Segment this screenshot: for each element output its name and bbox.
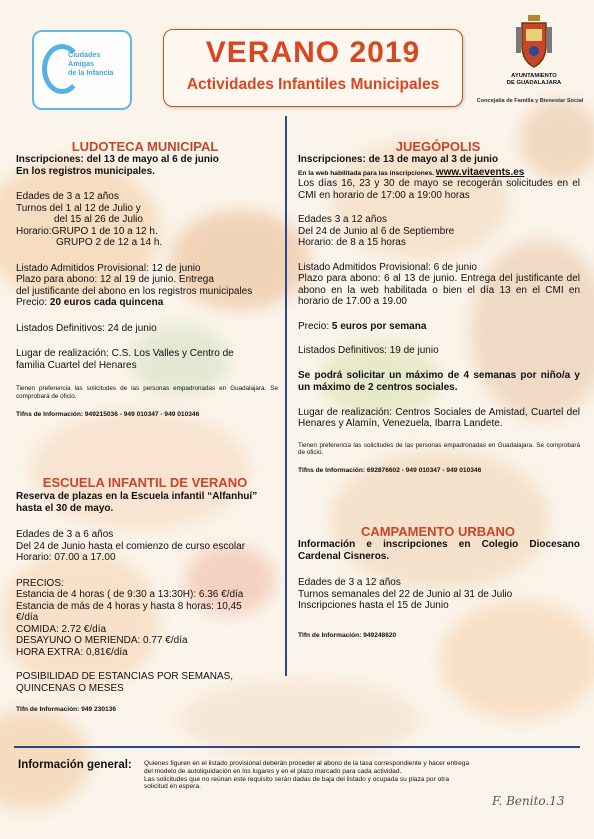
juegopolis-definitivos: Listados Definitivos: 19 de junio bbox=[298, 345, 439, 356]
campamento-edades: Edades de 3 a 12 años bbox=[298, 577, 401, 588]
general-info-text bbox=[144, 760, 584, 791]
ludoteca-precio-label: Precio: bbox=[16, 297, 50, 308]
juegopolis-inscripciones: Inscripciones: de 13 de mayo al 3 de junio bbox=[298, 154, 499, 165]
escuela-posibilidad: POSIBILIDAD DE ESTANCIAS POR SEMANAS, bbox=[16, 671, 234, 682]
logo-text-line: Amigas bbox=[68, 59, 94, 68]
juegopolis-edades: Edades 3 a 12 años bbox=[298, 214, 387, 225]
ludoteca-lugar: Lugar de realización: C.S. Los Valles y Centro de bbox=[16, 348, 234, 359]
logo-text-line: Ciudades bbox=[68, 50, 101, 59]
ludoteca-section bbox=[16, 154, 278, 419]
juegopolis-preferencia: Tienen preferencia las solicitudes de las personas empadronadas en Guadalajara. Se comprobará de oficio. bbox=[298, 441, 580, 457]
ludoteca-edades: Edades de 3 a 12 años bbox=[16, 191, 119, 202]
juegopolis-listado: Listado Admitidos Provisional: 6 de junio bbox=[298, 261, 477, 273]
escuela-reserva-2: hasta el 30 de mayo. bbox=[16, 503, 114, 514]
ludoteca-plazo: Plazo para abono: 12 al 19 de junio. Entrega bbox=[16, 274, 214, 285]
ludoteca-plazo-2: del justificante del abono en los registros municipales bbox=[16, 285, 253, 297]
juegopolis-periodo: Del 24 de Junio al 6 de Septiembre bbox=[298, 225, 455, 237]
logo-text-line: de la Infancia bbox=[68, 68, 114, 77]
juegopolis-plazo: Plazo para abono: 6 al 13 de junio. Entrega del justificante del abono en la web habilitada o bien el día 13 en el CMI en horario de 17.00 a 19.00 bbox=[298, 273, 580, 307]
general-info-line: solicitud en espera. bbox=[144, 783, 201, 791]
campamento-section bbox=[298, 539, 580, 640]
juegopolis-web-line bbox=[298, 166, 580, 178]
ludoteca-definitivos: Listados Definitivos: 24 de junio bbox=[16, 322, 157, 334]
escuela-title: ESCUELA INFANTIL DE VERANO bbox=[42, 475, 248, 490]
escuela-desayuno: DESAYUNO O MERIENDA: 0.77 €/día bbox=[16, 635, 188, 646]
concejalia-label: Concejalía de Familia y Bienestar Social bbox=[476, 98, 584, 104]
general-info-line: Quienes figuren en el listado provisional deberán proceder al abono de la tasa correspondiente y hacer entrega bbox=[144, 760, 470, 767]
ciudades-amigas-logo bbox=[32, 30, 132, 110]
juegopolis-lugar: Lugar de realización: Centros Sociales de Amistad, Cuartel del Henares y Alamín, Venezuela, Ibarra Landete. bbox=[298, 406, 580, 429]
juegopolis-maximo: Se podrá solicitar un máximo de 4 semanas por niño/a y un máximo de 2 centros sociales. bbox=[298, 369, 580, 393]
ludoteca-listado: Listado Admitidos Provisional: 12 de junio bbox=[16, 262, 201, 274]
column-divider bbox=[285, 116, 287, 676]
page-subtitle: Actividades Infantiles Municipales bbox=[186, 76, 440, 93]
juegopolis-section bbox=[298, 154, 580, 475]
escuela-edades: Edades de 3 a 6 años bbox=[16, 529, 114, 540]
campamento-telefono: Tlfn de Información: 949248620 bbox=[298, 631, 397, 639]
ludoteca-turnos-2: del 15 al 26 de Julio bbox=[54, 214, 143, 225]
juegopolis-precio-line bbox=[298, 321, 580, 333]
juegopolis-dias: Los días 16, 23 y 30 de mayo se recogerán solicitudes en el CMI en horario de 17:00 a 19:00 horas bbox=[298, 178, 580, 201]
ludoteca-precio-line bbox=[16, 297, 278, 309]
logo-text bbox=[68, 50, 114, 77]
ludoteca-preferencia: Tienen preferencia las solicitudes de las personas empadronadas en Guadalajara. Se comprobará de oficio. bbox=[16, 385, 278, 400]
juegopolis-precio-label: Precio: bbox=[298, 320, 332, 332]
escuela-posibilidad-2: QUINCENAS O MESES bbox=[16, 682, 124, 694]
title-box bbox=[163, 29, 463, 107]
escuela-comida: COMIDA: 2.72 €/día bbox=[16, 623, 107, 635]
ludoteca-inscripciones: Inscripciones: del 13 de mayo al 6 de junio bbox=[16, 154, 219, 165]
ludoteca-title: LUDOTECA MUNICIPAL bbox=[71, 139, 219, 154]
escuela-section bbox=[16, 491, 278, 714]
escuela-precios-label: PRECIOS: bbox=[16, 577, 64, 589]
footer-divider bbox=[14, 746, 580, 748]
escuela-telefono: Tlfn de Información: 949 230136 bbox=[16, 706, 117, 713]
artist-signature: F. Benito.13 bbox=[492, 794, 565, 808]
guadalajara-crest-icon bbox=[514, 15, 554, 69]
juegopolis-precio: 5 euros por semana bbox=[331, 320, 427, 332]
general-info-line: del modelo de autoliquidación en los lugares y en el plazo marcado para cada actividad. bbox=[144, 767, 402, 775]
juegopolis-telefonos: Tlfns de Información: 692876602 - 949 010347 - 949 010346 bbox=[298, 466, 482, 474]
ayuntamiento-label bbox=[506, 73, 562, 87]
ludoteca-lugar-2: familia Cuartel del Henares bbox=[16, 359, 137, 371]
juegopolis-horario: Horario: de 8 a 15 horas bbox=[298, 237, 406, 248]
general-info-line: Las solicitudes que no reúnan este requisito serán dadas de baja del listado y ocupada su plaza por otra bbox=[144, 775, 449, 783]
general-info-label: Información general: bbox=[18, 759, 132, 771]
ludoteca-horario: Horario:GRUPO 1 de 10 a 12 h. bbox=[16, 225, 158, 237]
escuela-estancia-mas-2: €/día bbox=[16, 612, 39, 623]
juegopolis-web-link[interactable]: www.vitaevents.es bbox=[435, 167, 525, 178]
campamento-title: CAMPAMENTO URBANO bbox=[360, 524, 516, 539]
campamento-turnos: Turnos semanales del 22 de Junio al 31 de Julio bbox=[298, 588, 513, 600]
escuela-periodo: Del 24 de Junio hasta el comienzo de curso escolar bbox=[16, 540, 246, 552]
ayuntamiento-line: DE GUADALAJARA bbox=[506, 80, 562, 86]
juegopolis-title: JUEGÓPOLIS bbox=[395, 139, 481, 154]
page-title: VERANO 2019 bbox=[205, 36, 421, 69]
ludoteca-telefonos: Tlfns de Información: 949215036 - 949 010347 - 949 010346 bbox=[16, 411, 200, 419]
campamento-inscripciones: Inscripciones hasta el 15 de Junio bbox=[298, 600, 449, 611]
ludoteca-turnos: Turnos del 1 al 12 de Julio y bbox=[16, 202, 141, 214]
escuela-horario: Horario: 07.00 a 17.00 bbox=[16, 552, 116, 563]
escuela-hora-extra: HORA EXTRA: 0,81€/día bbox=[16, 646, 128, 658]
ludoteca-precio: 20 euros cada quincena bbox=[49, 297, 164, 308]
escuela-reserva: Reserva de plazas en la Escuela infantil “Alfanhuí” bbox=[16, 491, 258, 502]
ludoteca-registros: En los registros municipales. bbox=[16, 166, 155, 177]
ayuntamiento-line: AYUNTAMIENTO bbox=[511, 73, 557, 79]
juegopolis-web-label: En la web habilitada para las inscripciones. bbox=[298, 170, 436, 177]
campamento-info: Información e inscripciones en Colegio Diocesano Cardenal Cisneros. bbox=[298, 539, 580, 562]
ludoteca-horario-2: GRUPO 2 de 12 a 14 h. bbox=[56, 237, 163, 248]
escuela-estancia-mas: Estancia de más de 4 horas y hasta 8 horas: 10,45 bbox=[16, 600, 242, 612]
escuela-estancia-4: Estancia de 4 horas ( de 9:30 a 13:30H): 6.36 €/día bbox=[16, 589, 244, 600]
